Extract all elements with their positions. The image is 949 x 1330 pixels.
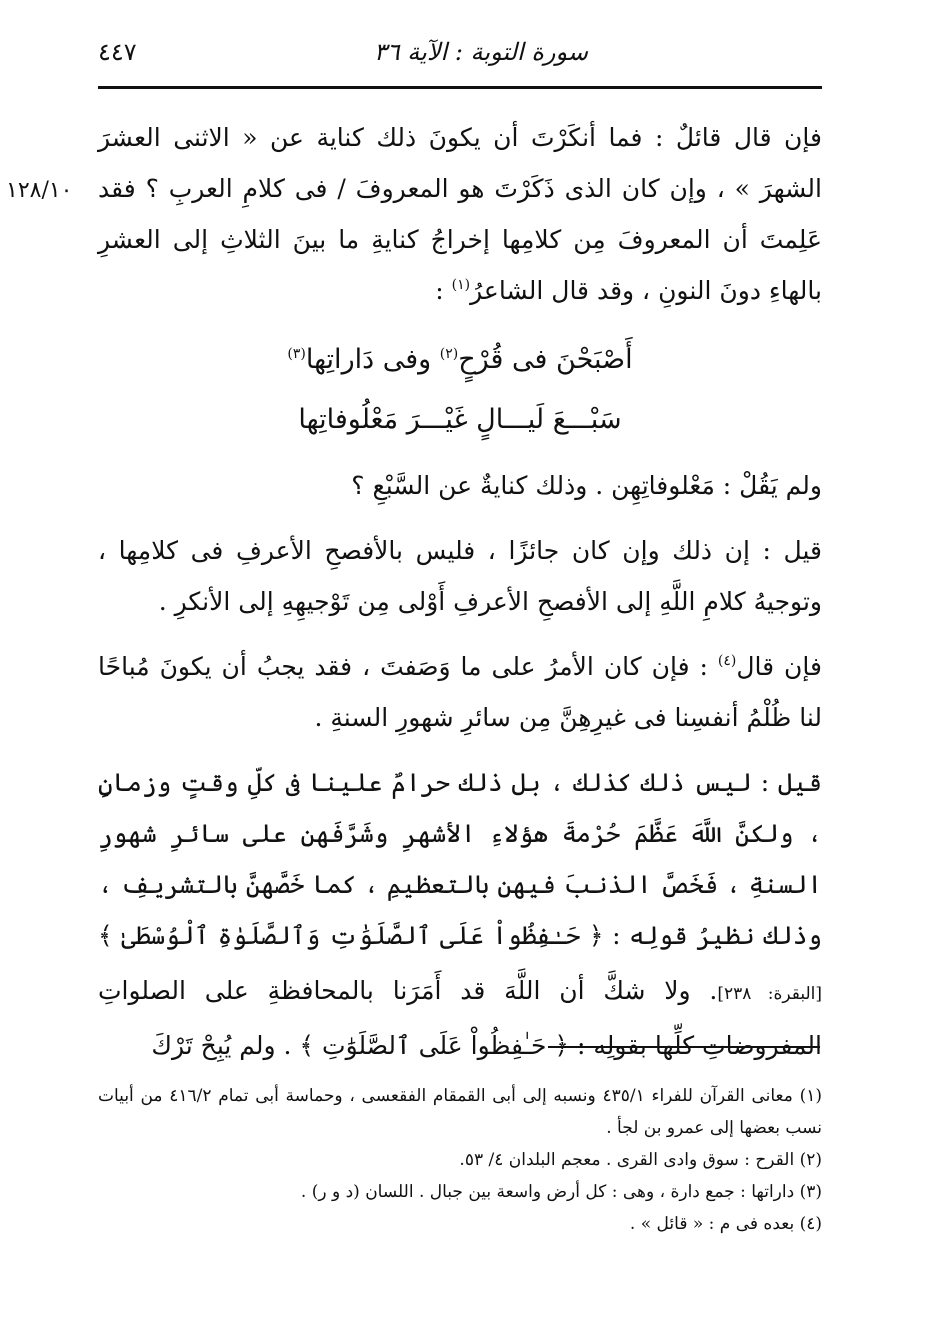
paragraph xyxy=(98,525,822,627)
footnote: (٣) داراتها : جمع دارة ، وهى : كل أرض واسعة بين جبال . اللسان (د و ر) . xyxy=(300,1182,822,1202)
paragraph xyxy=(98,757,822,1071)
paragraph-text: : فإن كان الأمرُ على ما وَصَفتَ ، فقد يجبُ أن يكونَ مُباحًا لنا ظُلْمُ أنفسِنا فى غيرِهِنَّ مِن سائرِ شهورِ السنةِ . xyxy=(98,652,822,732)
paragraph xyxy=(98,460,822,511)
header-rule xyxy=(98,86,822,89)
poem-verse-line xyxy=(98,330,822,390)
paragraph-text: . ولا شكَّ أن اللَّهَ قد أَمَرَنا بالمحافظةِ على الصلواتِ المفروضاتِ كلِّها بقولِه : ﴿ حَـٰفِظُواْ عَلَى ٱلصَّلَوَٰتِ ﴾ . ولم يُبِحْ تَرْكَ xyxy=(98,976,822,1060)
paragraph-text: فإن قال قائلٌ : فما أنكَرْتَ أن يكونَ ذلك كناية عن « الاثنى العشرَ الشهرَ » ، وإن كان الذى ذَكَرْتَ هو المعروفَ / فى كلامِ العربِ ؟ فقد عَلِمتَ أن المعروفَ مِن كلامِها إخراجُ كنايةِ ما بينَ الثلاثِ إلى العشرِ بالهاءِ دونَ النونِ ، وقد قال الشاعرُ xyxy=(98,123,822,305)
main-text xyxy=(98,112,822,1071)
verse-text: وفى دَاراتِها xyxy=(305,344,440,375)
verse-text: أَصْبَحْنَ فى قُرْحٍ xyxy=(458,344,633,375)
footnote: (٢) القرح : سوق وادى القرى . معجم البلدان ٤/ ٥٣. xyxy=(459,1150,822,1170)
paragraph-tail: : xyxy=(435,276,452,305)
footnotes xyxy=(98,1080,822,1240)
verse-text: سَبْـــعَ لَيـــالٍ غَيْـــرَ مَعْلُوفاتِها xyxy=(298,404,622,435)
footnote: (١) معانى القرآن للفراء ٤٣٥/١ ونسبه إلى أبى القمقام الفقعسى ، وحماسة أبى تمام ٤١٦/٢ من أبيات نسب بعضها إلى عمرو بن لجأ . xyxy=(98,1086,822,1138)
paragraph-text: فإن قال xyxy=(736,652,822,681)
footnote-marker: (٤) xyxy=(717,653,737,669)
footnote: (٤) بعده فى م : « قائل » . xyxy=(629,1214,822,1234)
running-header xyxy=(98,30,820,80)
margin-reference: ١٢٨/١٠ xyxy=(6,178,73,203)
footnote-separator xyxy=(548,1046,820,1048)
footnote-marker: (٣) xyxy=(287,346,306,362)
paragraph-text: قيل : ليس ذلك كذلك ، بل ذلك حرامٌ علينا فى كلِّ وقتٍ وزمانٍ ، ولكنَّ اللَّهَ عَظَّمَ حُرْمةَ هؤلاءِ الأشهرِ وشَرَّفَهن على سائرِ شهورِ السنةِ ، فَخَصَّ الذنبَ فيهن بالتعظيمِ ، كما خَصَّهنَّ بالتشريفِ ، وذلك نظيرُ قولِه : ﴿ حَـٰفِظُواْ عَلَى ٱلصَّلَوَٰتِ وَٱلصَّلَوٰةِ ٱلْوُسْطَىٰ ﴾ xyxy=(98,768,822,950)
paragraph-text: قيل : إن ذلك وإن كان جائزًا ، فليس بالأفصحِ الأعرفِ فى كلامِها ، وتوجيهُ كلامِ اللَّهِ إلى الأفصحِ الأعرفِ أَوْلى مِن تَوْجيهِهِ إلى الأنكرِ . xyxy=(98,536,822,616)
quran-reference: [البقرة: ٢٣٨] xyxy=(717,984,822,1004)
poem-verse-line xyxy=(98,390,822,450)
footnote-marker: (٢) xyxy=(439,346,459,362)
paragraph xyxy=(98,112,822,316)
paragraph xyxy=(98,641,822,743)
paragraph-text: ولم يَقُلْ : مَعْلوفاتِهِن . وذلك كنايةٌ عن السَّبْعِ ؟ xyxy=(351,471,822,500)
footnote-marker: (١) xyxy=(451,277,471,293)
chapter-title: سورة التوبة : الآية ٣٦ xyxy=(373,38,588,66)
page-number: ٤٤٧ xyxy=(98,38,137,66)
